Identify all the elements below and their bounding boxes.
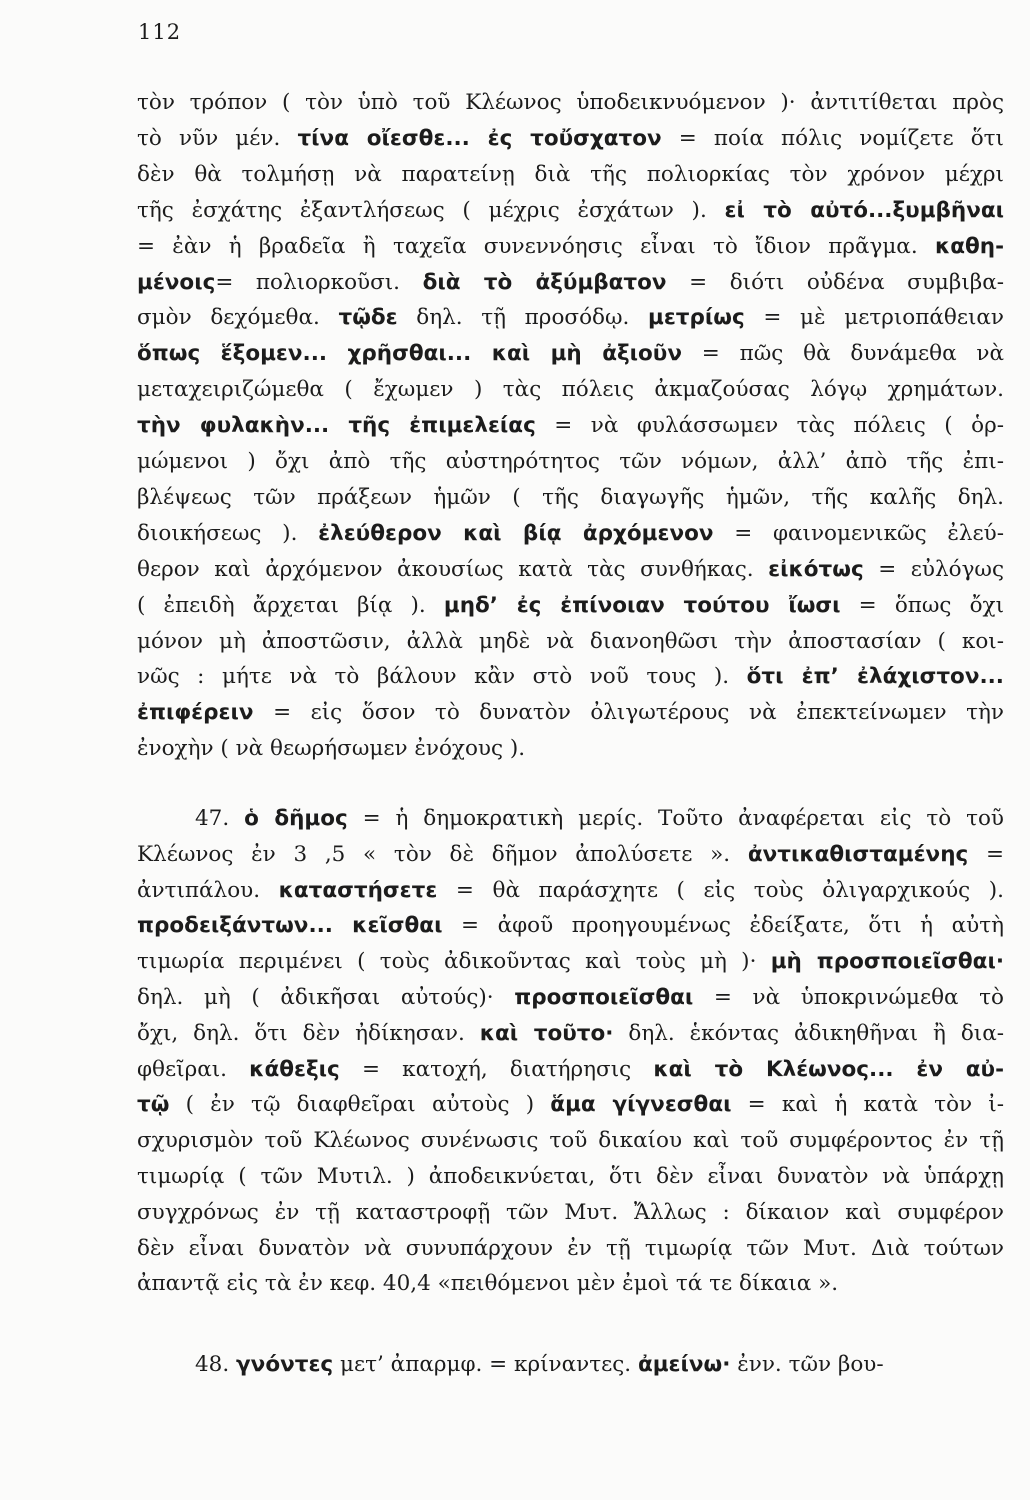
commentary-run: = θὰ παράσχητε ( εἰς τοὺς ὀλιγαρχικούς ). <box>437 877 1004 903</box>
text-line <box>137 876 1004 906</box>
text-line <box>137 268 1004 298</box>
text-line <box>137 662 1004 692</box>
commentary-run: δηλ. τῇ προσόδῳ. <box>397 305 648 331</box>
commentary-run: δὲν θὰ τολμήσῃ νὰ παρατείνῃ διὰ τῆς πολιορκίας τὸν χρόνον μέχρι <box>137 161 1004 187</box>
commentary-run: = πῶς θὰ δυνάμεθα νὰ <box>681 341 1004 367</box>
lemma-term: ἐλεύθερον καὶ βίᾳ ἀρχόμενον <box>318 520 714 546</box>
commentary-run: μετ’ ἀπαρμφ. = κρίναντες. <box>333 1352 638 1377</box>
lemma-term: ἀντικαθισταμένης <box>747 841 969 867</box>
lemma-term: καθη- <box>934 233 1004 259</box>
lemma-term: μετρίως <box>648 305 745 331</box>
commentary-run: = νὰ ὑποκρινώμεθα τὸ <box>693 985 1004 1010</box>
lemma-term: εἰ τὸ αὐτό...ξυμβῆναι <box>724 197 1004 223</box>
text-line <box>137 1162 1004 1192</box>
commentary-run: συγχρόνως ἐν τῇ καταστροφῇ τῶν Μυτ. Ἄλλως : δίκαιον καὶ συμφέρον <box>137 1199 1004 1225</box>
text-line <box>137 1126 1004 1156</box>
commentary-run: = νὰ φυλάσσωμεν τὰς πόλεις ( ὁρ- <box>535 413 1004 439</box>
lemma-term: ὁ δῆμος <box>244 806 348 831</box>
commentary-run: 48. <box>195 1352 237 1377</box>
commentary-run: ὄχι, δηλ. ὅτι δὲν ἠδίκησαν. <box>137 1020 480 1046</box>
commentary-run: = ἀφοῦ προηγουμένως ἐδείξατε, ὅτι ἡ αὐτὴ <box>442 913 1004 939</box>
text-line <box>137 519 1004 549</box>
commentary-run: τὸν τρόπον ( τὸν ὑπὸ τοῦ Κλέωνος ὑποδεικνυόμενον )· ἀντιτίθεται πρὸς <box>137 90 1004 115</box>
lemma-term: καταστήσετε <box>278 877 438 903</box>
text-line <box>137 627 1004 657</box>
commentary-run: = καὶ ἡ κατὰ τὸν ἰ- <box>731 1092 1004 1118</box>
commentary-run: = διότι οὐδένα συμβιβα- <box>666 269 1004 295</box>
text-line <box>137 483 1004 513</box>
text-line <box>137 947 1004 977</box>
lemma-term: ἀμείνω· <box>637 1352 731 1377</box>
text-line <box>137 591 1004 621</box>
text-line <box>137 339 1004 369</box>
text-line <box>137 983 1004 1013</box>
commentary-run: = ὅπως ὄχι <box>840 592 1004 618</box>
text-line <box>137 411 1004 441</box>
commentary-run: = εὐλόγως <box>863 556 1004 582</box>
text-line <box>137 196 1004 226</box>
text-line <box>137 1269 1004 1299</box>
commentary-run: = ποία πόλις νομίζετε ὅτι <box>661 125 1004 151</box>
lemma-term: ὅτι ἐπ’ ἐλάχιστον... <box>746 664 1004 690</box>
commentary-run: = <box>968 841 1004 867</box>
text-line <box>137 911 1004 941</box>
lemma-term: προδειξάντων... κεῖσθαι <box>137 913 443 939</box>
commentary-run: τὸ νῦν μέν. <box>137 125 298 151</box>
commentary-run: = ἐὰν ἡ βραδεῖα ἢ ταχεῖα συνεννόησις εἶναι τὸ ἴδιον πρᾶγμα. <box>137 233 935 259</box>
text-line <box>137 160 1004 190</box>
commentary-run: δηλ. ἑκόντας ἀδικηθῆναι ἢ δια- <box>613 1020 1004 1046</box>
commentary-run: μώμενοι ) ὄχι ἀπὸ τῆς αὐστηρότητος τῶν νόμων, ἀλλ’ ἀπὸ τῆς ἐπι- <box>137 449 1004 474</box>
text-line <box>137 232 1004 262</box>
commentary-run: σχυρισμὸν τοῦ Κλέωνος συνένωσις τοῦ δικαίου καὶ τοῦ συμφέροντος ἐν τῇ <box>137 1128 1004 1154</box>
lemma-term: ἅμα γίγνεσθαι <box>550 1092 732 1118</box>
text-line <box>137 1234 1004 1264</box>
text-line <box>137 303 1004 333</box>
lemma-term: καὶ τοῦτο· <box>479 1020 614 1046</box>
commentary-run: = ἡ δημοκρατικὴ μερίς. Τοῦτο ἀναφέρεται εἰς τὸ τοῦ <box>347 806 1004 831</box>
commentary-run: μεταχειριζώμεθα ( ἔχωμεν ) τὰς πόλεις ἀκμαζούσας λόγῳ χρημάτων. <box>137 377 1004 403</box>
lemma-term: διὰ τὸ ἀξύμβατον <box>422 269 667 295</box>
commentary-run: θερον καὶ ἀρχόμενον ἀκουσίως κατὰ τὰς συνθήκας. <box>137 556 769 582</box>
commentary-run: ἐνν. τῶν βου- <box>730 1352 884 1377</box>
commentary-run: = φαινομενικῶς ἐλεύ- <box>713 520 1004 546</box>
lemma-term: μὴ προσποιεῖσθαι· <box>770 949 1004 975</box>
text-line <box>137 88 1004 118</box>
text-line <box>137 1019 1004 1049</box>
commentary-run: βλέψεως τῶν πράξεων ἡμῶν ( τῆς διαγωγῆς ἡμῶν, τῆς καλῆς δηλ. <box>137 484 1004 510</box>
lemma-term: τῷδε <box>338 305 398 331</box>
commentary-run: φθεῖραι. <box>137 1056 250 1082</box>
commentary-run: ἀπαντᾷ εἰς τὰ ἐν κεφ. 40,4 «πειθόμενοι μὲν ἐμοὶ τά τε δίκαια ». <box>137 1271 839 1297</box>
lemma-term: κάθεξις <box>249 1056 340 1082</box>
commentary-run: = κατοχή, διατήρησις <box>339 1056 654 1082</box>
commentary-run: Κλέωνος ἐν 3 ,5 « τὸν δὲ δῆμον ἀπολύσετε ». <box>137 841 748 867</box>
lemma-term: τίνα οἴεσθε... ἐς τοὔσχατον <box>297 125 662 151</box>
commentary-run: ( ἐπειδὴ ἄρχεται βίᾳ ). <box>137 592 444 618</box>
lemma-term: μηδ’ ἐς ἐπίνοιαν τούτου ἴωσι <box>443 592 841 618</box>
lemma-term: προσποιεῖσθαι <box>514 985 694 1010</box>
lemma-term: γνόντες <box>236 1352 334 1377</box>
lemma-term: μένοις <box>137 269 216 295</box>
text-line <box>137 447 1004 477</box>
text-line <box>137 734 1004 764</box>
commentary-run: σμὸν δεχόμεθα. <box>137 305 339 331</box>
commentary-run: ἐνοχὴν ( νὰ θεωρήσωμεν ἐνόχους ). <box>137 736 526 762</box>
lemma-term: καὶ τὸ Κλέωνος... ἐν αὐ- <box>653 1056 1004 1082</box>
commentary-run: 47. <box>195 806 245 831</box>
text-line <box>137 555 1004 585</box>
text-line <box>137 375 1004 405</box>
commentary-run: τιμωρία περιμένει ( τοὺς ἀδικοῦντας καὶ τοὺς μὴ )· <box>137 949 771 975</box>
commentary-run: τιμωρίᾳ ( τῶν Μυτιλ. ) ἀποδεικνύεται, ὅτι δὲν εἶναι δυνατὸν νὰ ὑπάρχῃ <box>137 1164 1004 1189</box>
lemma-term: τὴν φυλακὴν... τῆς ἐπιμελείας <box>137 413 536 439</box>
text-line <box>137 698 1004 728</box>
commentary-run: δηλ. μὴ ( ἀδικῆσαι αὐτούς)· <box>137 985 515 1010</box>
commentary-run: = μὲ μετριοπάθειαν <box>744 305 1004 331</box>
commentary-run: διοικήσεως ). <box>137 520 319 546</box>
commentary-run: δὲν εἶναι δυνατὸν νὰ συνυπάρχουν ἐν τῇ τιμωρίᾳ τῶν Μυτ. Διὰ τούτων <box>137 1235 1004 1261</box>
text-line <box>137 1198 1004 1228</box>
text-line <box>137 1055 1004 1085</box>
text-line <box>137 840 1004 870</box>
lemma-term: ἐπιφέρειν <box>137 700 254 726</box>
text-line <box>137 804 1004 834</box>
lemma-term: ὅπως ἕξομεν... χρῆσθαι... καὶ μὴ ἀξιοῦν <box>137 341 682 367</box>
commentary-run: = εἰς ὅσον τὸ δυνατὸν ὀλιγωτέρους νὰ ἐπεκτείνωμεν τὴν <box>253 700 1004 726</box>
commentary-run: μόνον μὴ ἀποστῶσιν, ἀλλὰ μηδὲ νὰ διανοηθῶσι τὴν ἀποστασίαν ( κοι- <box>137 628 1004 654</box>
text-line <box>137 1090 1004 1120</box>
text-line <box>137 1350 1004 1380</box>
lemma-term: εἰκότως <box>768 556 864 582</box>
commentary-run: ( ἐν τῷ διαφθεῖραι αὐτοὺς ) <box>169 1092 551 1118</box>
commentary-run: = πολιορκοῦσι. <box>215 269 423 295</box>
text-line <box>137 124 1004 154</box>
commentary-run: νῶς : μήτε νὰ τὸ βάλουν κἂν στὸ νοῦ τους ). <box>137 664 747 690</box>
commentary-run: τῆς ἐσχάτης ἐξαντλήσεως ( μέχρις ἐσχάτων ). <box>137 197 725 223</box>
lemma-term: τῷ <box>137 1092 170 1118</box>
page-number: 112 <box>138 20 182 44</box>
commentary-run: ἀντιπάλου. <box>137 877 279 903</box>
